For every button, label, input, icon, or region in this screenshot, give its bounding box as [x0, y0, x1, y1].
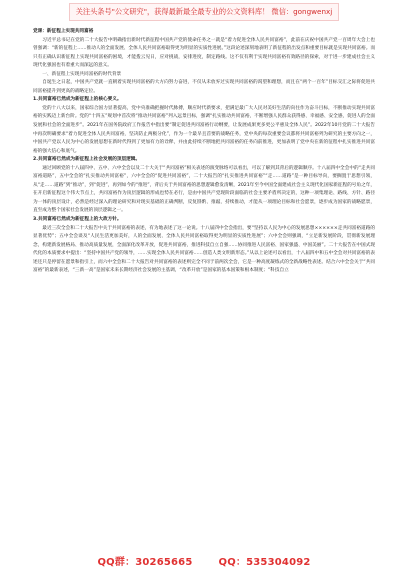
- promo-text: 关注头条号"公文研究"，获得最新最全最专业的公文资料库！ 微信：gongwenxj: [69, 3, 340, 20]
- subheading: 1.共同富裕已然成为新征程上的核心要义。: [33, 97, 122, 103]
- paragraph: 自诞生之日起，中国共产党就一直朝着实现共同富裕的大方向努力奋进，不仅从未放弃过实现共同富裕的渴望和理想，而且在“两个一百年”目标交汇之际将促进共同富裕提升到更高的战略定位。: [33, 80, 375, 94]
- paragraph: 党的十八大以来，国家综合国力显著提高，党中央准确把握时代脉搏，顺应时代新要求，把满足最广大人民对美好生活的向往作为奋斗目标，不断推动实现共同富裕的实践迈上新台阶。党的“十四五”规划中首次将“推动共同富裕”列入远景目标，强调“扎实推动共同富裕，不断增强人民群众获得感、幸福感、安全感，促进人的全面发展和社会的全面进步”。2021年在国务院政府工作报告中指出要“制定促进共同富裕行动纲要，让发展成果更多更公平惠及全体人民”。2022年10月党的二十大报告中再次明确要求“着力促进全体人民共同富裕，坚决防止两极分化”，作为一个最早且首要的战略任务，党中央的每次重要会议都将共同富裕列为研究的主要方向之一，中国共产党以人民为中心的发展思想在新时代得到了更加有力的诠释，并由此持续不断地把共同富裕的任务向前推进，更加表明了党中央在新的征程中扎实推进共同富裕的强大信心和底气。: [33, 105, 375, 154]
- subheading: 2.共同富裕已然成为新征程上社会发展的顶层逻辑。: [33, 157, 141, 163]
- subheading: 3.共同富裕已然成为新征程上的大政方针。: [33, 217, 122, 223]
- paragraph: 最近三次全会和二十大报告中关于共同富裕的表述，有为地表述了这一论说。十八届四中全会指出，要“坚持以人民为中心的发展思想××××××走共同富裕道路的显著优势”；五中全会谈及“人民生活更加美好，人的全面发展、全体人民共同富裕取得更为明显的实质性进展”；六中全会则强调，“立足新发展阶段，贯彻新发展理念，构建新发展格局、推动高质量发展，全面深化改革开放，促进共同富裕，推进科技自立自强……协同推进人民富裕、国家强盛、中国美丽”。二十大报告在中国式现代化的本质要求中提出：“坚持中国共产党的领导，……实现全体人民共同富裕……创造人类文明新形态。”从以上论述可以看出，十八届四中和五中全会对共同富裕的表述还只是停留在愿景和指引上，而六中全会和二十大报告对共同富裕的表述则完全不同于前两次全会，它是一种高度凝练式的全新战略性表述。结合六中全会关于“共同富裕”的最新表述，“三新一高”是国家未来长期经济社会发展的主基调，“改革开放”是国家的基本国策和根本制度；“科技自立: [33, 225, 375, 274]
- doc-title: 党课：新征程上实现共同富裕: [33, 29, 94, 34]
- qq-text: QQ：535304092: [218, 556, 311, 568]
- paragraph: 通过回顾党的十八届四中、五中、六中全会以及二十大关于“共同富裕”相关表述的演变脉络可以看出，可以了解到其背后的逻辑顺序。十八届四中全会中的“走共同富裕道路”，五中全会的“扎实推动共同富裕”，六中全会的“促进共同富裕”，二十大报告的“扎实推进共同富裕”“走……道路”是一种目标导向，要搁置于思想引领，从“走……道路”到“推动”，到“促进”，再到如今的“推进”，背后关于共同富裕的思想逻辑愈发清晰，2021年至今中国全面建成社会主义现代化国家新征程的号角之年，在开启新征程这个伟大节点上，共同富裕作为顶层逻辑的形成也势在必行，是由中国共产党现阶段面临的社会主要矛盾所决定的，这种一项集理论、路线、方针、路径为一体的顶层设计，必然是经过深入的理论研究和对现实基础的正确判断，反复斟酌、推敲、持续推动，才能从一项理论目标和社会愿景，逐步成为国家的战略愿景，直至成为整个国家社会发展的顶层逻辑之一。: [33, 165, 375, 214]
- top-promo-banner: [0, 0, 408, 24]
- section-heading: 一、新征程上实现共同富裕的时代背景: [42, 71, 122, 77]
- qq-group-text: QQ群：30265665: [97, 556, 193, 568]
- document-body: [33, 28, 375, 276]
- bottom-contact-banner: [0, 546, 408, 574]
- paragraph: 习近平总书记在党的二十大报告中明确指出新时代新征程中国共产党的使命任务之一就是“着力促进全体人民共同富裕”，此前在庆祝中国共产党一百周年大会上也曾强调：“新的征程上……推动人的全面发展、全体人民共同富裕取得更为明显的实质性进展。”这段论述深刻地表明了新征程的出发点和重要目标就是实现共同富裕。而只有正确认识新征程上实现共同富裕的困境，才能拨云见日，应对挑战，安排进度，制定路线。这不仅有利于实现共同富裕有效路径的探索，对于进一步建成社会主义现代化强国也有着重大而深远的意义。: [33, 37, 375, 69]
